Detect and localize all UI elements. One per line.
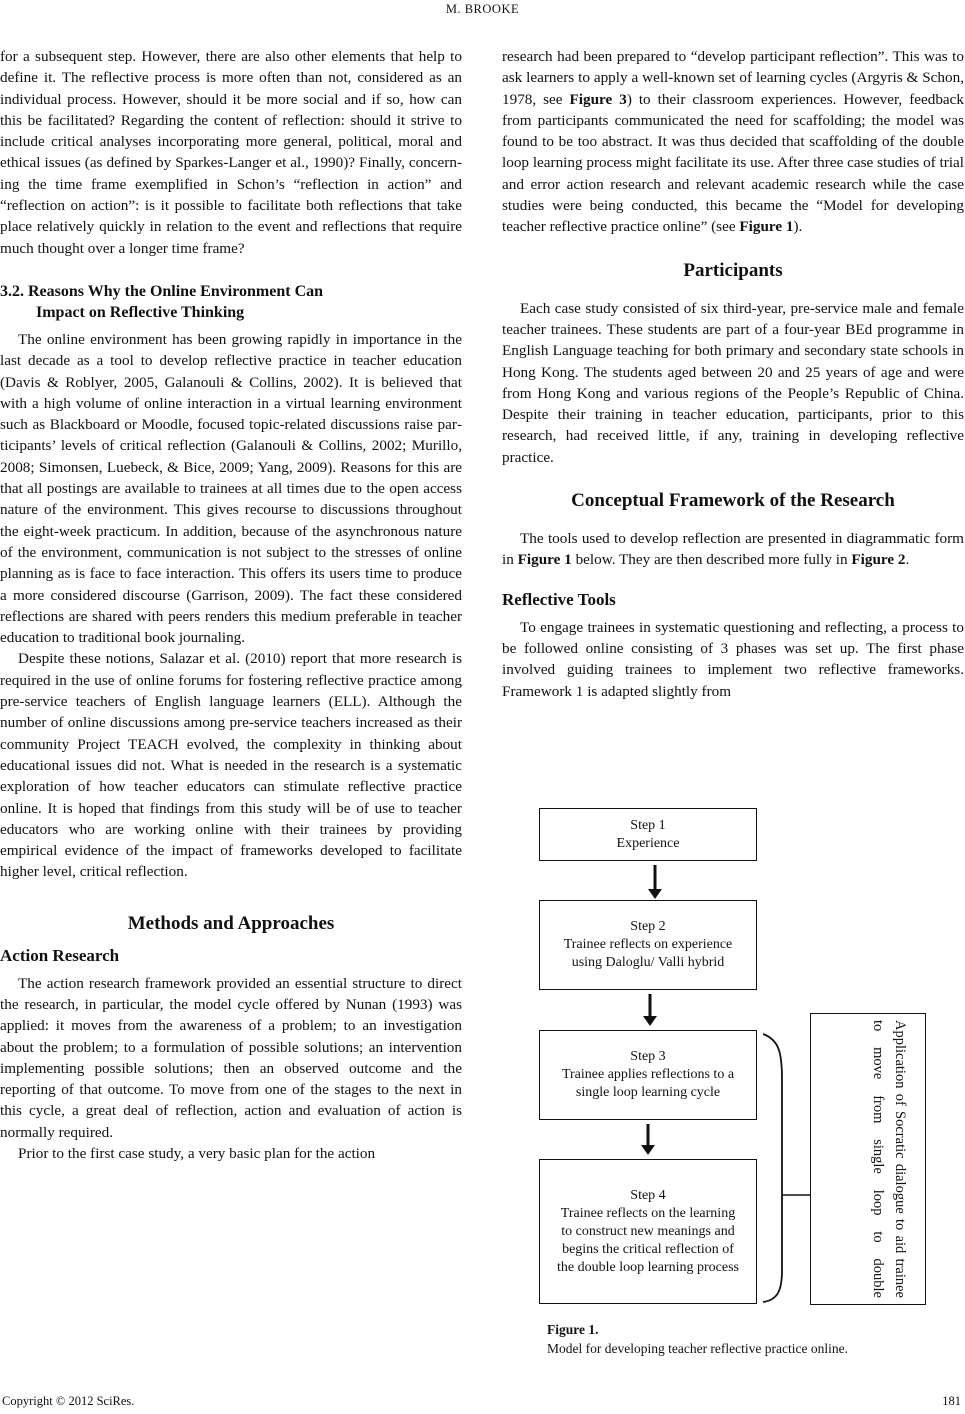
step-2-box [539, 900, 757, 990]
reflective-tools-heading: Reflective Tools [502, 589, 616, 609]
step-4-text: Trainee reflects on the learning to construct new meanings and begins the critical reflection of the double loop learning process [557, 1205, 739, 1275]
step-4-title: Step 4 [630, 1187, 666, 1203]
section-heading-line1: 3.2. Reasons Why the Online Environment Can [0, 282, 324, 300]
arrow-head-1 [648, 889, 662, 899]
arrow-head-3 [641, 1145, 655, 1155]
figure-1-caption-title: Figure 1. [547, 1322, 599, 1337]
conceptual-framework-heading: Conceptual Framework of the Research [571, 490, 895, 512]
copyright-footer: Copyright © 2012 SciRes. [2, 1394, 135, 1408]
step-2-text: Trainee reflects on experience using Daloglu/ Valli hybrid [563, 937, 733, 970]
figure-3-reference: Figure 3 [569, 90, 627, 108]
step-1-title: Step 1 [630, 817, 666, 833]
page-number: 181 [942, 1394, 961, 1408]
socratic-dialogue-text: Application of Socratic dialogue to aid trainee to move from single loop to double [870, 1020, 908, 1298]
step-4-box [539, 1159, 757, 1304]
framework-text-b: below. They are then described more fully in [571, 551, 852, 569]
step-2-title: Step 2 [630, 919, 666, 934]
framework-figure-2-ref: Figure 2 [851, 551, 906, 569]
continuation-text-c: ). [793, 218, 803, 236]
step-3-title: Step 3 [630, 1049, 666, 1064]
online-environment-paragraph: The online environment has been growing rapidly in importance in the last decade as a tool to develop reflective practice in teacher education (Davis & Roblyer, 2005, Galanouli & Collins, 2002). It is believed that with a high volume of online interaction in a virtual learning environment such as Blackboard or Moodle, focused topic-related discussions raise participants’ levels of critical reflection (Galanouli & Collins, 2002; Murillo, 2008; Simonsen, Luebeck, & Bice, 2009; Yang, 2009). Reasons for this are that all postings are available to trainees at all times due to the open access nature of the environment. This gives recourse to discussions throughout the eight-week practicum. In addition, because of the asynchronous nature of the environment, communication is not subject to the stresses of online planning as is face to face interaction. This offers its users time to produce a more considered discourse (Garrison, 2009). The fact these considered reflections are shared with peers renders this medium preferable in teacher education to traditional book journaling. [0, 330, 462, 647]
step-1-text: Experience [616, 835, 680, 851]
figure-1-caption-text: Model for developing teacher reflective practice online. [547, 1341, 848, 1356]
participants-paragraph: Each case study consisted of six third-year, pre-service male and female teacher trainees. These students are part of a four-year BEd programme in English Language teaching for both primary and secondary state schools in Hong Kong. The students aged between 20 and 25 years of age and were from Hong Kong and various regions of the People’s Republic of China. Despite their training in teacher education, participants, prior to this research, had received little, if any, training in developing reflective practice. [502, 299, 964, 466]
figure-1-caption [547, 1320, 848, 1358]
reflective-tools-paragraph: To engage trainees in systematic questioning and reflecting, a process to be followed online consisting of 3 phases was set up. The first phase involved guiding trainees to implement two reflective frameworks. Framework 1 is adapted slightly from [502, 618, 964, 700]
despite-paragraph: Despite these notions, Salazar et al. (2010) report that more research is required in the use of online forums for fostering reflective practice among pre-service teachers of English language learners (ELL). Although the number of online discussions among pre-service teachers increased as their community Project TEACH evolved, the complexity in thinking about educational issues did not. What is needed in the research is a systematic exploration of how teacher educators can stimulate reflective practice online. It is hoped that findings from this study will be of use to teacher educators who are working online with their trainees by providing empirical evidence of the impact of frameworks developed to facilitate higher level, critical reflection. [0, 650, 462, 881]
action-research-heading: Action Research [0, 945, 120, 965]
participants-heading: Participants [683, 259, 783, 281]
figure-1-reference: Figure 1 [739, 218, 794, 236]
framework-text-a: The tools used to develop reflection are presented in diagrammatic form in [502, 530, 964, 569]
section-heading-line2: Impact on Reflective Thinking [36, 303, 245, 321]
step-3-box [539, 1030, 757, 1120]
running-head: M. BROOKE [445, 2, 520, 16]
bracket-steps-3-4 [763, 1034, 782, 1302]
action-research-paragraph: The action research framework provided an essential structure to direct the research, in particular, the model cycle offered by Nunan (1993) was applied: it moves from the awareness of a problem; to an investigation about the problem; to a formulation of possible solutions; an intervention implementing possible solutions; then an observed outcome and the reporting of that outcome. To move from one of the stages to the next in this cycle, a great deal of reflection, action and evaluation of action is normally required. [0, 974, 462, 1141]
arrow-head-2 [643, 1016, 657, 1026]
framework-text-c: . [905, 551, 910, 569]
prior-paragraph: Prior to the first case study, a very basic plan for the action [18, 1145, 376, 1163]
intro-paragraph: for a subsequent step. However, there are also other elements that help to define it. The reflective process is more often than not, considered as an individual process. However, should it be more social and if so, how can this be facilitated? Regarding the content of reflection: should it strive to include critical analyses incorporating more general, political, moral and ethical issues (as defined by Sparkes-Langer et al., 1990)? Finally, concerning the time frame exemplified in Schon’s “reflection in action” and “reflection on action”: is it possible to facilitate both reflections that take place relatively quickly in relation to the event and reflections that require much thought over a longer time frame? [0, 48, 462, 257]
continuation-text-b: ) to their classroom experiences. However, feedback from participants communicated the need for scaffolding; the model was found to be too abstract. It was thus decided that scaffolding of the double loop learning process might facilitate its use. After three case studies of trial and error action research and relevant academic research while the case studies were being conducted, this became the “Model for developing teacher reflective practice online” (see [502, 90, 964, 236]
step-1-box [539, 808, 757, 861]
continuation-text-a: research had been prepared to “develop participant reflection”. This was to ask learners to apply a well-known set of learning cycles (Argyris & Schon, 1978, see [502, 48, 964, 108]
methods-heading: Methods and Approaches [127, 912, 335, 934]
step-3-text: Trainee applies reflections to a single loop learning cycle [561, 1067, 735, 1100]
framework-figure-1-ref: Figure 1 [517, 551, 572, 569]
